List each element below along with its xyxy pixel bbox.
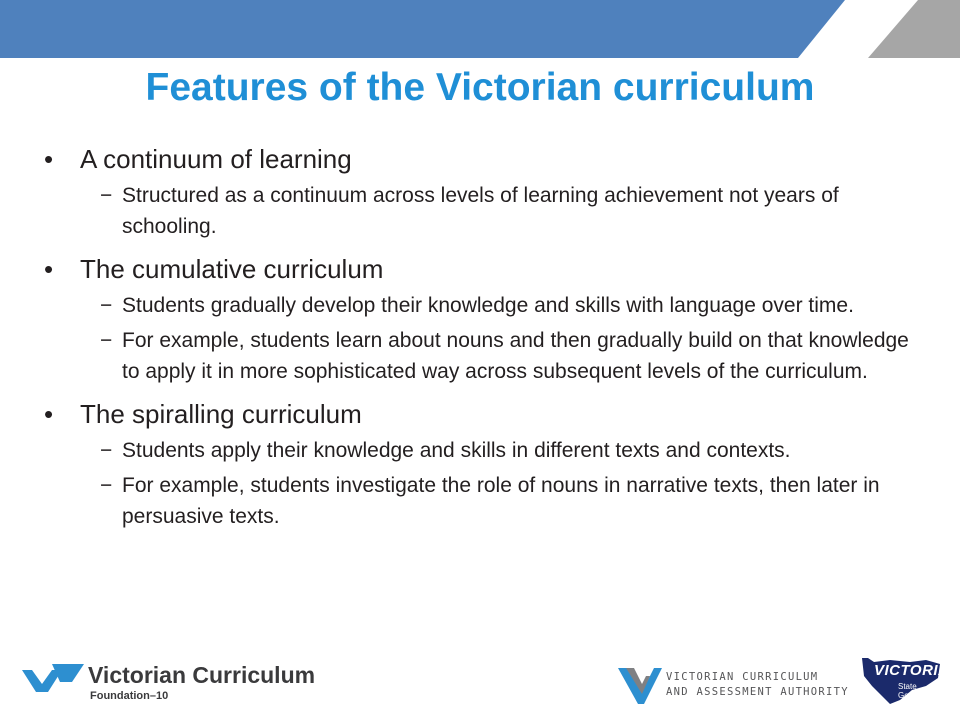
bullet-text: The cumulative curriculum	[80, 254, 384, 284]
sub-point-text: Structured as a continuum across levels of learning achievement not years of schooling.	[122, 184, 839, 238]
sub-point-text: For example, students investigate the role of nouns in narrative texts, then later in persuasive texts.	[122, 474, 880, 528]
vcaa-v-icon	[618, 664, 662, 704]
sub-point-text: Students gradually develop their knowledge and skills with language over time.	[122, 294, 854, 317]
vcaa-line2: AND ASSESSMENT AUTHORITY	[666, 686, 849, 698]
sub-point-text: For example, students learn about nouns and then gradually build on that knowledge to apply it in more sophisticated way across subsequent levels of the curriculum.	[122, 329, 909, 383]
dash-marker: −	[100, 439, 113, 462]
sub-point	[40, 290, 920, 321]
victoria-wordmark: VICTORIA	[874, 662, 950, 679]
government-line: Government	[898, 691, 943, 700]
bullet-text: A continuum of learning	[80, 144, 352, 174]
banner-blue-band	[0, 0, 845, 58]
sub-point	[40, 435, 920, 466]
bullet-marker: •	[44, 399, 54, 429]
vc-logo-name: Victorian Curriculum	[88, 662, 316, 688]
state-government-text	[898, 682, 942, 700]
dash-marker: −	[100, 329, 113, 352]
victorian-curriculum-logo	[22, 660, 342, 710]
vcaa-wordmark	[666, 670, 849, 700]
sub-point	[40, 470, 920, 532]
slide-content	[40, 142, 920, 532]
top-banner	[0, 0, 960, 58]
sub-point	[40, 325, 920, 387]
sub-point	[40, 180, 920, 242]
footer	[0, 654, 960, 720]
dash-marker: −	[100, 294, 113, 317]
bullet-text: The spiralling curriculum	[80, 399, 362, 429]
bullet-marker: •	[44, 254, 54, 284]
bullet-point	[40, 397, 920, 431]
slide-title: Features of the Victorian curriculum	[145, 66, 815, 109]
vc-chevron-icon	[22, 664, 84, 694]
sub-point-text: Students apply their knowledge and skills in different texts and contexts.	[122, 439, 791, 462]
dash-marker: −	[100, 184, 113, 207]
banner-grey-band	[868, 0, 960, 58]
vcaa-logo	[618, 662, 848, 706]
vc-logo-sub: Foundation–10	[90, 690, 169, 702]
dash-marker: −	[100, 474, 113, 497]
vcaa-line1: VICTORIAN CURRICULUM	[666, 671, 819, 683]
state-line: State	[898, 682, 917, 691]
bullet-point	[40, 142, 920, 176]
bullet-point	[40, 252, 920, 286]
bullet-marker: •	[44, 144, 54, 174]
victoria-state-government-logo	[860, 656, 950, 706]
